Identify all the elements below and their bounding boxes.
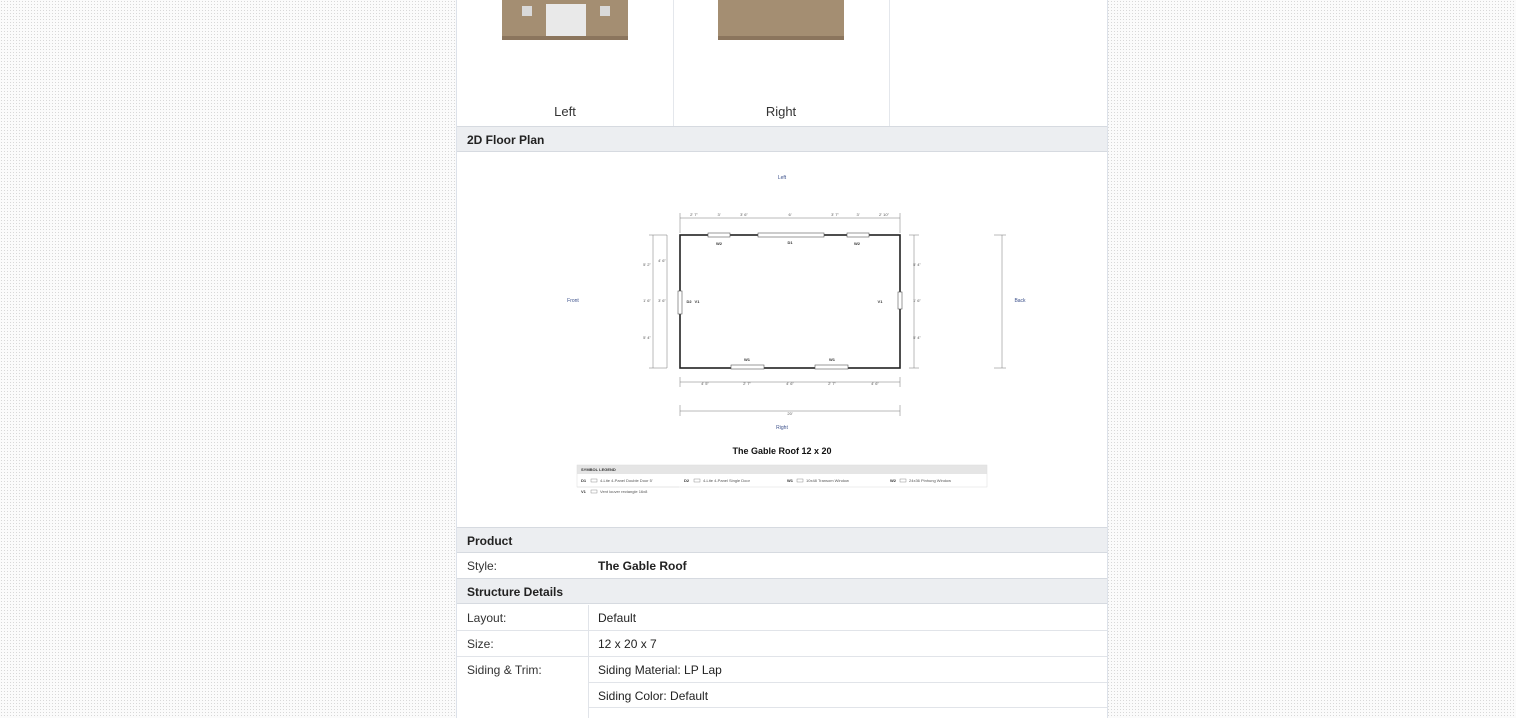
legend-code-d1: D1 [581, 478, 587, 483]
size-row [457, 631, 1107, 657]
product-style-row [457, 553, 1107, 579]
vent-v1 [898, 292, 902, 309]
siding-color-value: Siding Color: Default [598, 689, 709, 703]
left-dim-3: 1' 6" [643, 298, 651, 303]
top-dim-6: 3' [856, 212, 860, 217]
bottom-dim-5: 4' 6" [871, 381, 879, 386]
layout-value: Default [598, 611, 637, 625]
siding-row [457, 657, 1107, 683]
left-elevation-base [502, 36, 628, 40]
door-d2 [678, 291, 682, 314]
style-label: Style: [467, 559, 498, 573]
window-w1-left [731, 365, 764, 369]
floor-plan-drawing [457, 153, 1107, 525]
siding-material-value: Siding Material: LP Lap [598, 663, 722, 677]
overall-width-dim: 20' [787, 411, 793, 416]
legend-code-d2: D2 [684, 478, 690, 483]
side-label-bottom: Right [776, 425, 788, 431]
order-details-panel [456, 0, 1108, 718]
right-dim-2: 1' 6" [913, 298, 921, 303]
top-dim-5: 3' 7" [831, 212, 839, 217]
side-label-right: Back [1014, 298, 1026, 304]
elevation-right[interactable] [673, 0, 890, 126]
product-heading: Product [457, 527, 1107, 553]
legend-code-v1: V1 [581, 489, 586, 494]
top-dim-3: 3' 6" [740, 212, 748, 217]
siding-color-row [588, 682, 1107, 708]
left-dim-2: 4' 6" [658, 258, 666, 263]
label-w1-right: W1 [829, 357, 835, 362]
legend-title: SYMBOL LEGEND [581, 467, 616, 472]
size-label: Size: [467, 637, 494, 651]
right-elevation-image [718, 0, 844, 38]
legend-text-w2: 24x36 Pinhung Window [909, 478, 952, 483]
left-dim-4: 3' 6" [658, 298, 666, 303]
door-d1 [758, 233, 824, 237]
label-d1: D1 [787, 240, 793, 245]
side-label-left: Front [567, 298, 579, 304]
label-w1-left: W1 [744, 357, 750, 362]
top-dim-7: 2' 10" [879, 212, 889, 217]
style-value: The Gable Roof [598, 559, 687, 573]
layout-row [457, 605, 1107, 631]
legend-text-d2: 4-Lite 4-Panel Single Door [703, 478, 750, 483]
elevation-left[interactable] [457, 0, 674, 126]
bottom-dim-1: 4' 5" [701, 381, 709, 386]
floor-plan[interactable] [457, 153, 1107, 525]
label-v1-right: V1 [877, 299, 883, 304]
legend-code-w2: W2 [890, 478, 896, 483]
floor-plan-walls [680, 235, 900, 368]
right-dim-1: 5' 4" [913, 262, 921, 267]
left-dim-5: 5' 4" [643, 335, 651, 340]
bottom-dim-4: 2' 7" [828, 381, 836, 386]
label-w2-left: W2 [716, 241, 722, 246]
structure-details-heading: Structure Details [457, 578, 1107, 604]
bottom-dim-3: 4' 6" [786, 381, 794, 386]
top-dim-4: 6' [788, 212, 792, 217]
elevation-left-label: Left [554, 104, 576, 119]
top-dim-2: 3' [717, 212, 721, 217]
layout-label: Layout: [467, 611, 507, 625]
label-d2: D2 [686, 299, 692, 304]
legend-code-w1: W1 [787, 478, 793, 483]
window-w1-right [815, 365, 848, 369]
side-label-top: Left [777, 175, 787, 181]
elevation-right-label: Right [765, 104, 797, 119]
legend-text-d1: 4-Lite 4-Panel Double Door 5' [600, 478, 653, 483]
left-dim-1: 5' 2" [643, 262, 651, 267]
symbol-legend [577, 465, 987, 494]
label-v1-left: V1 [694, 299, 700, 304]
window-w2-left [708, 233, 730, 237]
left-elevation-image [502, 0, 628, 38]
size-value: 12 x 20 x 7 [598, 637, 657, 651]
floor-plan-heading: 2D Floor Plan [457, 126, 1107, 152]
legend-text-w1: 10x48 Transom Window [806, 478, 849, 483]
window-w2-right [847, 233, 869, 237]
top-dim-1: 2' 7" [690, 212, 698, 217]
right-dim-3: 5' 4" [913, 335, 921, 340]
siding-label: Siding & Trim: [467, 663, 542, 677]
elevation-thumbnails [457, 0, 1107, 127]
right-elevation-base [718, 36, 844, 40]
legend-text-v1: Vent louver rectangle 16x8 [600, 489, 648, 494]
bottom-dim-2: 2' 7" [743, 381, 751, 386]
floor-plan-title: The Gable Roof 12 x 20 [732, 446, 832, 456]
label-w2-right: W2 [854, 241, 860, 246]
